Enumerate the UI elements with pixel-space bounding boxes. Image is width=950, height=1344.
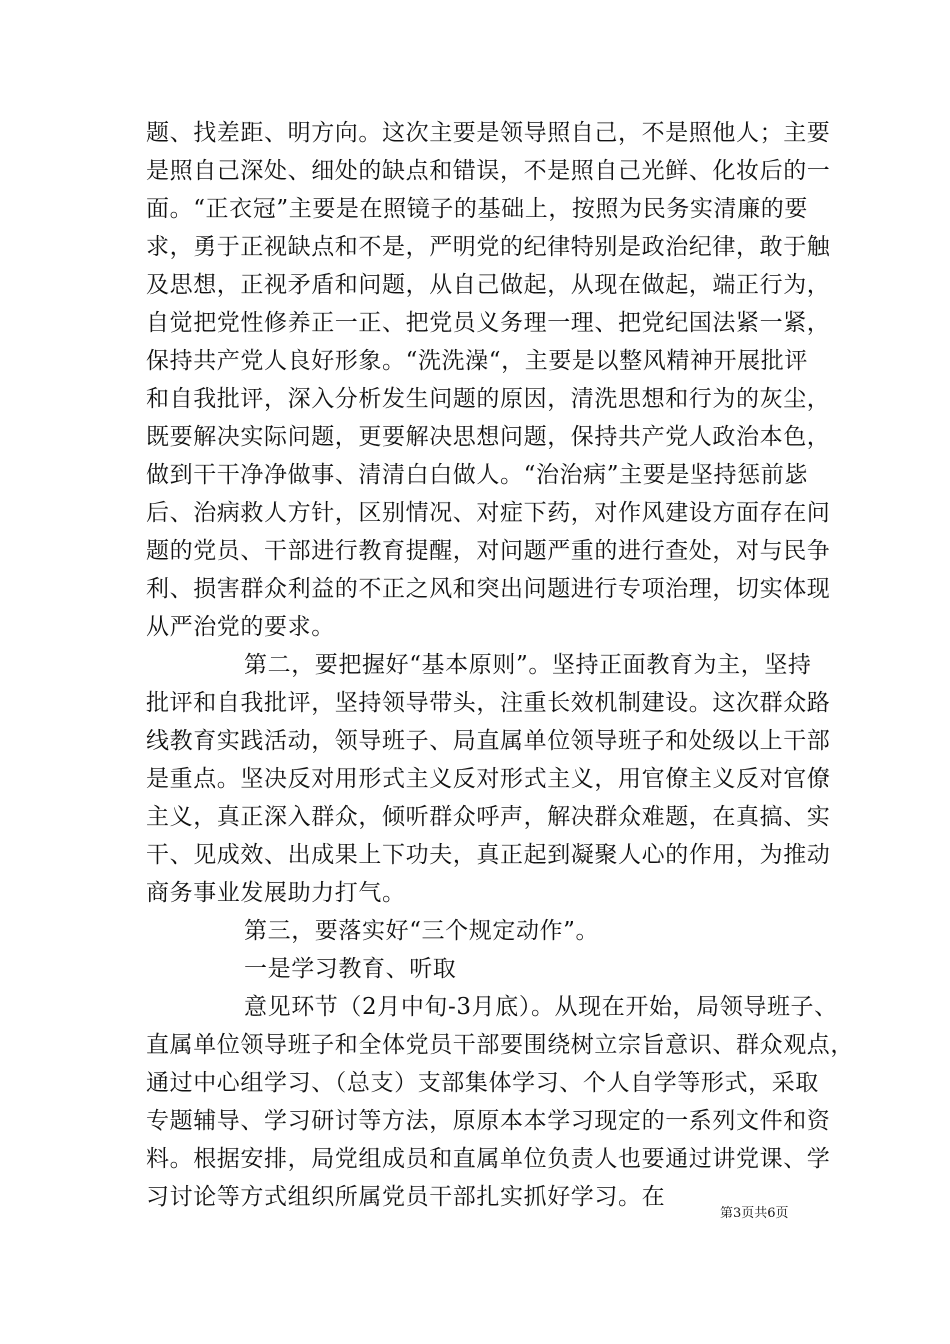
paragraph-4-heading: 一是学习教育、听取 [244, 956, 457, 982]
paragraph-5-start: 意见环节（2月中旬-3月底）。从现在开始，局领导班子、 [244, 994, 838, 1020]
text-line-10: 做到干干净净做事、清清白白做人。“治治病”主要是坚持惩前毖 [146, 462, 808, 488]
text-line-17: 线教育实践活动，领导班子、局直属单位领导班子和处级以上干部 [146, 728, 831, 754]
paragraph-3-heading: 第三，要落实好“三个规定动作”。 [244, 918, 600, 944]
text-line-13: 利、损害群众利益的不正之风和突出问题进行专项治理，切实体现 [146, 576, 831, 602]
text-line-29: 习讨论等方式组织所属党员干部扎实抓好学习。在 [146, 1184, 666, 1210]
text-line-4: 求，勇于正视缺点和不是，严明党的纪律特别是政治纪律，敢于触 [146, 234, 831, 260]
text-line-20: 干、见成效、出成果上下功夫，真正起到凝聚人心的作用，为推动 [146, 842, 831, 868]
text-line-11: 后、治病救人方针，区别情况、对症下药，对作风建设方面存在问 [146, 500, 831, 526]
text-line-27: 专题辅导、学习研讨等方法，原原本本学习现定的一系列文件和资 [146, 1108, 831, 1134]
text-line-18: 是重点。坚决反对用形式主义反对形式主义，用官僚主义反对官僚 [146, 766, 831, 792]
text-line-5: 及思想，正视矛盾和问题，从自己做起，从现在做起，端正行为， [146, 272, 831, 298]
page-number-footer: 第3页共6页 [720, 1206, 789, 1221]
paragraph-2-start: 第二，要把握好“基本原则”。坚持正面教育为主，坚持 [244, 652, 812, 678]
text-line-1: 题、找差距、明方向。这次主要是领导照自己，不是照他人；主要 [146, 120, 831, 146]
text-line-25: 直属单位领导班子和全体党员干部要围绕树立宗旨意识、群众观点， [146, 1032, 854, 1058]
text-line-7: 保持共产党人良好形象。“洗洗澡“，主要是以整风精神开展批评 [146, 348, 808, 374]
text-line-21: 商务事业发展助力打气。 [146, 880, 406, 906]
text-line-2: 是照自己深处、细处的缺点和错误，不是照自己光鲜、化妆后的一 [146, 158, 831, 184]
text-line-26: 通过中心组学习、（总支）支部集体学习、个人自学等形式，采取 [146, 1070, 819, 1096]
text-line-9: 既要解决实际问题，更要解决思想问题，保持共产党人政治本色， [146, 424, 831, 450]
text-line-14: 从严治党的要求。 [146, 614, 335, 640]
text-line-8: 和自我批评，深入分析发生问题的原因，清洗思想和行为的灰尘， [146, 386, 831, 412]
text-line-28: 料。根据安排，局党组成员和直属单位负责人也要通过讲党课、学 [146, 1146, 831, 1172]
text-line-12: 题的党员、干部进行教育提醒，对问题严重的进行查处，对与民争 [146, 538, 831, 564]
text-line-3: 面。“正衣冠”主要是在照镜子的基础上，按照为民务实清廉的要 [146, 196, 808, 222]
text-line-19: 主义，真正深入群众，倾听群众呼声，解决群众难题，在真搞、实 [146, 804, 831, 830]
text-line-6: 自觉把党性修养正一正、把党员义务理一理、把党纪国法紧一紧， [146, 310, 831, 336]
text-line-16: 批评和自我批评，坚持领导带头，注重长效机制建设。这次群众路 [146, 690, 831, 716]
